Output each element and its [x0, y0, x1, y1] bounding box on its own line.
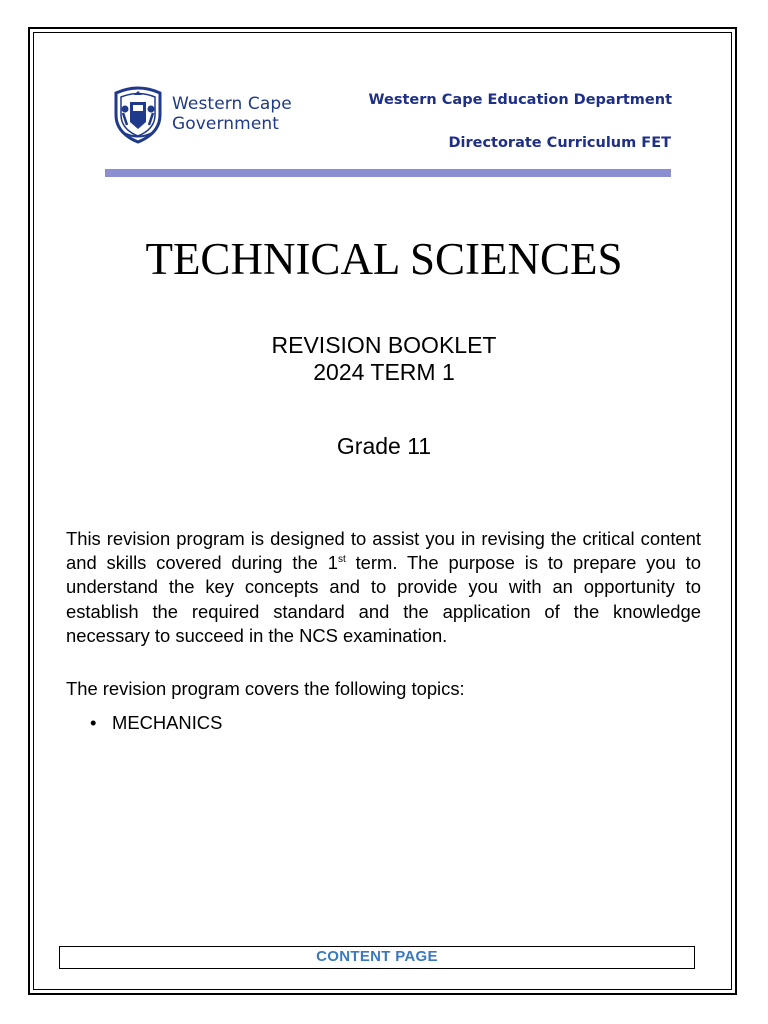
bullet-icon: • — [90, 712, 97, 733]
topic-label: MECHANICS — [112, 712, 223, 733]
content-page-box — [59, 946, 695, 969]
logo-wordmark — [172, 94, 292, 134]
content-page-label: CONTENT PAGE — [316, 948, 438, 965]
intro-paragraph — [66, 527, 701, 648]
list-item — [90, 711, 222, 735]
grade-label: Grade 11 — [336, 433, 432, 459]
topics-list — [90, 711, 222, 735]
intro-text-end: term. The purpose is to prepare you to understand the key concepts and to provide you with an opportunity to establish the required standard and the application of the knowledge necessary to succeed in the NCS examination. — [66, 552, 701, 646]
department-name: Western Cape Education Department — [368, 92, 672, 108]
coat-of-arms-icon — [110, 85, 166, 145]
logo-line-1: Western Cape — [172, 94, 292, 114]
subtitle-line-2: 2024 TERM 1 — [313, 359, 455, 385]
subtitle-line-1: REVISION BOOKLET — [271, 332, 497, 358]
western-cape-government-logo — [110, 85, 310, 145]
header-divider — [105, 169, 671, 177]
logo-line-2: Government — [172, 114, 280, 134]
document-title: TECHNICAL SCIENCES — [145, 234, 623, 284]
intro-ordinal-suffix: st — [337, 554, 346, 566]
directorate-name: Directorate Curriculum FET — [448, 135, 671, 151]
document-subtitle — [0, 332, 768, 386]
topics-intro: The revision program covers the following topics: — [66, 678, 465, 699]
intro-text-start: This revision program is designed to assist you in revising the critical content and skills covered during the 1 — [66, 528, 701, 574]
